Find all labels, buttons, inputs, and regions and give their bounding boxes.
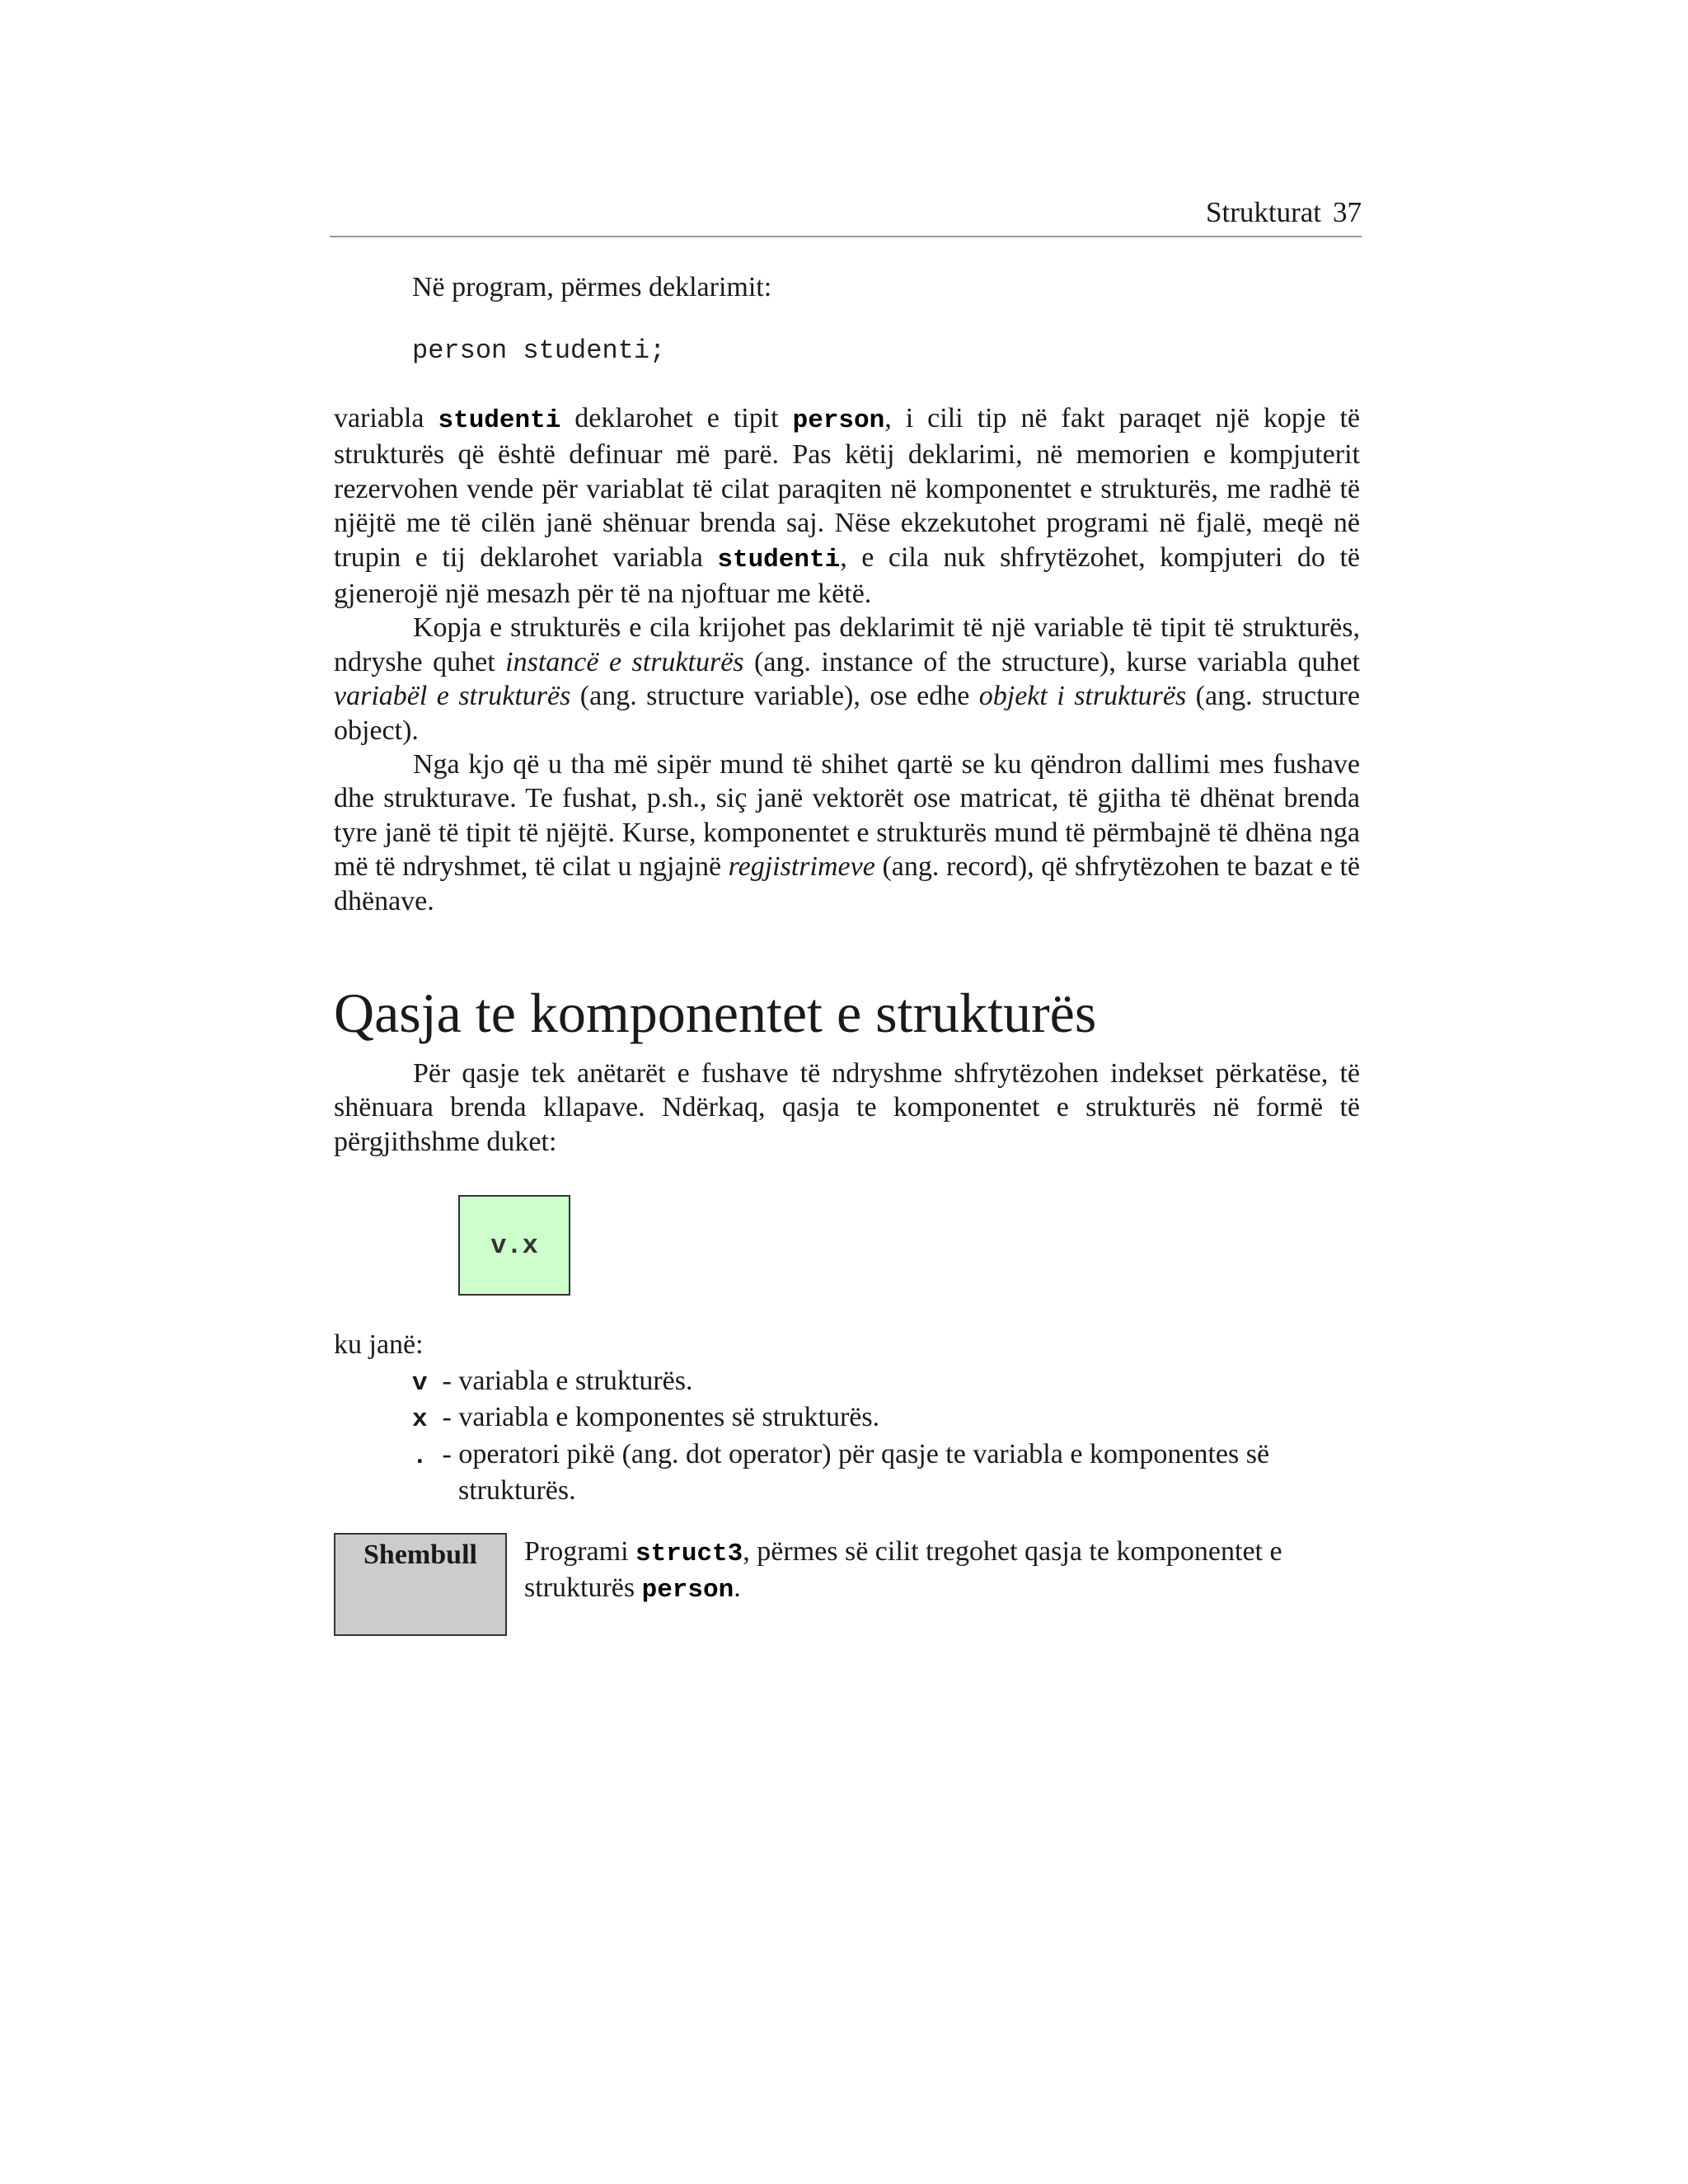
text-run: (ang. structure variable), ose edhe: [570, 681, 979, 712]
body-text-1: [334, 401, 1360, 918]
legend-item: [412, 1364, 1360, 1400]
text-run: Nga kjo që u tha më sipër mund të shihet qartë se ku qëndron dallimi mes fushave dhe strukturave. Te fushat, p.sh., siç janë vektorët ose matricat, të gjitha të dhënat brenda tyre janë të tipit të njëjtë. Kurse, komponentet e strukturës mund të përmbajnë të dhëna nga më të ndryshmet, të cilat u ngjajnë: [334, 749, 1360, 883]
italic-term: regjistrimeve: [728, 851, 875, 883]
text-run: (ang. instance of the structure), kurse variabla quhet: [743, 646, 1360, 677]
inline-code: struct3: [635, 1540, 743, 1568]
legend-item: [412, 1400, 1360, 1436]
formula-box: v.x: [458, 1195, 570, 1296]
text-run: , e cila nuk shfrytëzohet, kompjuteri do të gjenerojë një mesazh për të na njoftuar me këtë.: [334, 541, 1360, 610]
legend-symbol: v: [412, 1369, 428, 1398]
legend-symbol: x: [412, 1405, 428, 1435]
text-run: (ang. structure object).: [334, 681, 1360, 746]
text-run: Kopja e strukturës e cila krijohet pas deklarimit të një variable të tipit të strukturës, ndryshe quhet: [334, 612, 1360, 677]
page-number: 37: [1333, 196, 1362, 228]
text-run: deklarohet e tipit: [560, 403, 793, 434]
example-description: [524, 1535, 1348, 1608]
inline-code: person: [641, 1576, 734, 1605]
text-run: variabla: [334, 403, 438, 434]
legend-intro: ku janë:: [334, 1329, 424, 1360]
legend-text: - variabla e komponentes së strukturës.: [435, 1402, 880, 1433]
text-run: Programi: [524, 1536, 636, 1567]
section-heading: Qasja te komponentet e strukturës: [334, 982, 1097, 1044]
paragraph-access: Për qasje tek anëtarët e fushave të ndryshme shfrytëzohen indekset përkatëse, të shënuara brenda kllapave. Ndërkaq, qasja te komponentet e strukturës në formë të përgjithshme duket:: [334, 1058, 1360, 1157]
header-title: Strukturat: [1206, 196, 1321, 228]
text-run: , përmes së cilit tregohet qasja te komponentet e strukturës: [524, 1536, 1282, 1604]
text-run: .: [734, 1572, 741, 1604]
inline-code: studenti: [438, 406, 561, 435]
italic-term: instancë e strukturës: [505, 646, 744, 677]
legend-text: - operatori pikë (ang. dot operator) për qasje te variabla e komponentes së strukturës.: [435, 1438, 1270, 1507]
italic-term: variabël e strukturës: [334, 681, 571, 712]
body-text-2: [334, 1057, 1360, 1159]
inline-code: person: [792, 406, 885, 435]
legend-symbol: .: [412, 1441, 428, 1471]
legend-item: [412, 1437, 1360, 1508]
text-run: (ang. record), që shfrytëzohen te bazat e të dhënave.: [334, 851, 1360, 916]
legend-list: [412, 1364, 1360, 1508]
running-header: [330, 196, 1362, 237]
intro-sentence: Në program, përmes deklarimit:: [412, 272, 772, 302]
example-label: Shembull: [334, 1533, 507, 1636]
paragraph-instance: [334, 611, 1360, 748]
paragraph-declaration: [334, 401, 1360, 611]
paragraph-difference: [334, 748, 1360, 918]
code-example: person studenti;: [412, 335, 666, 366]
inline-code: studenti: [717, 545, 841, 574]
italic-term: objekt i strukturës: [978, 681, 1187, 712]
legend-text: - variabla e strukturës.: [435, 1366, 693, 1396]
text-run: , i cili tip në fakt paraqet një kopje të strukturës që është definuar më parë. Pas këtij deklarimi, në memorien e kompjuterit rezervohen vende për variablat të cilat paraqiten në komponentet e strukturës, me radhë të njëjtë me të cilën janë shënuar brenda saj. Nëse ekzekutohet programi në fjalë, meqë në trupin e tij deklarohet variabla: [334, 403, 1360, 573]
